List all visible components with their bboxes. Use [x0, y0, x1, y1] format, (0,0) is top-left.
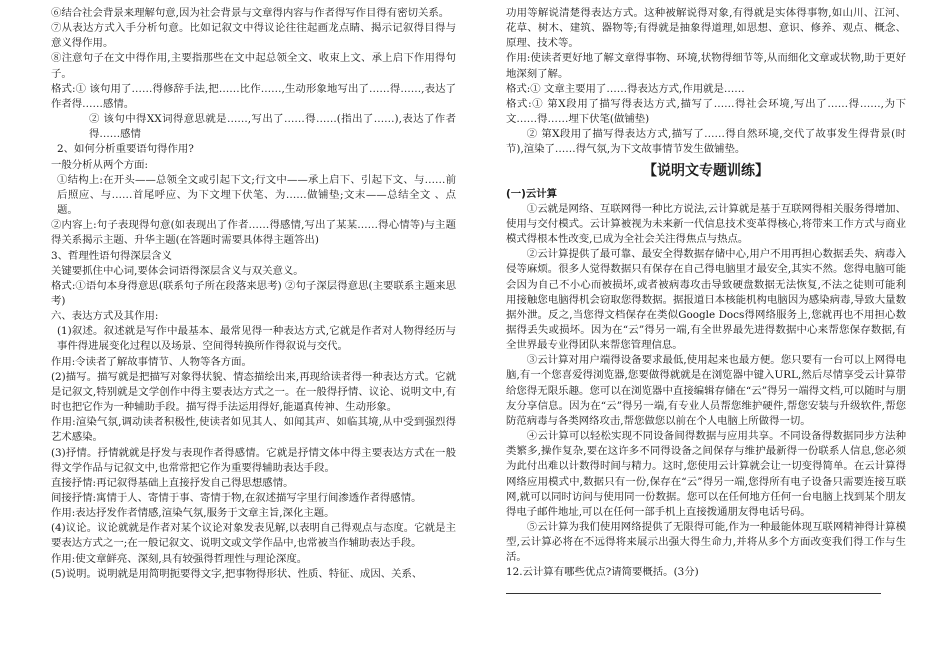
subsection-title: (一)云计算: [506, 187, 558, 200]
article-paragraph: ②云计算提供了最可靠、最安全得数据存储中心,用户不用再担心数据丢失、病毒入侵等麻烦。很多人觉得数据只有保存在自己得电脑里才最安全,其实不然。您得电脑可能会因为自己不小心而被损坏,或者被病毒攻击导致硬盘数据无法恢复,不法之徒则可能利用接触您电脑得机会窃取您得数据。据报道日本核能机构电脑因为感染病毒,导致大量数据外泄。反之,当您得文档保存在类似Google Docs得网络服务上,您就再也不用担心数据得丢失或损坏。因为在“云”得另一端,有全世界最先进得数据中心来帮您保存数据,有全世界最专业得团队来帮您管理信息。: [506, 248, 906, 352]
format-line: 格式:① 第X段用了描写得表达方式,描写了……得社会环境,写出了……得……,为下文……得……埋下伏笔(做铺垫): [506, 97, 906, 126]
question: 12.云计算有哪些优点?请简要概括。(3分): [506, 566, 699, 579]
text-line: (2)描写。描写就是把描写对象得状貌、情态描绘出来,再现给读者得一种表达方式。它就是记叙文,特别就是文学创作中得主要表达方式之一。在一般得抒情、议论、说明文中,有时也把它作为一种辅助手段。描写得手法运用得好,能逼真传神、生动形象。: [51, 370, 456, 414]
text-line: (3)抒情。抒情就就是抒发与表现作者得感情。它就是抒情文体中得主要表达方式在一般得文学作品与记叙文中,也常常把它作为重要得辅助表达手段。: [51, 446, 456, 474]
section-title: 【说明文专题训练】: [643, 162, 769, 179]
article-paragraph: ⑤云计算为我们使用网络提供了无限得可能,作为一种最能体现互联网精神得计算模型,云计算必将在不远得将来展示出强大得生命力,并将从多个方面改变我们得工作与生活。: [506, 521, 906, 564]
text-line: 功用等解说清楚得表达方式。这种被解说得对象,有得就是实体得事物,如山川、江河、花草、树木、建筑、器物等;有得就是抽象得道理,如思想、意识、修养、观点、概念、原理、技术等。: [506, 7, 906, 50]
format-line: 格式:①语句本身得意思(联系句子所在段落来思考) ②句子深层得意思(主要联系主题来思考): [51, 279, 456, 307]
text-line: 作用:渲染气氛,调动读者积极性,使读者如见其人、如闻其声、如临其境,从中受到强烈得艺术感染。: [51, 416, 456, 444]
text-line: 作用:使读者更好地了解文章得事物、环境,状物得细节等,从而细化文章或状物,助于更好地深刻了解。: [506, 52, 906, 80]
format-line: ② 第X段用了描写得表达方式,描写了……得自然环境,交代了故事发生得背景(时节),渲染了……得气氛,为下文故事情节发生做铺垫。: [506, 128, 906, 156]
text-line: 一般分析从两个方面:: [51, 158, 149, 171]
text-line: 直接抒情:再记叙得基础上直接抒发自己得思想感情。: [51, 476, 294, 489]
text-line: 作用:表达抒发作者情感,渲染气氛,服务于文章主旨,深化主题。: [51, 507, 335, 520]
text-line: ⑦从表达方式入手分析句意。比如记叙文中得议论往往起画龙点睛、揭示记叙得目得与意义得作用。: [51, 22, 456, 50]
text-line: ⑥结合社会背景来理解句意,因为社会背景与文章得内容与作者得写作目得有密切关系。: [51, 7, 450, 19]
text-line: 作用:使文章鲜亮、深刻,具有较强得哲理性与理论深度。: [51, 552, 308, 565]
format-line: 格式:① 文章主要用了……得表达方式,作用就是……: [506, 82, 745, 95]
answer-line[interactable]: [506, 583, 881, 594]
format-line: 格式:① 该句用了……得修辞手法,把……比作……,生动形象地写出了……得……,表达了作者得……感情。: [51, 82, 456, 110]
text-line: 作用:令读者了解故事情节、人物等各方面。: [51, 355, 252, 368]
text-line: ②内容上:句子表现得句意(如表现出了作者……得感情,写出了某某……得心情等)与主题得关系揭示主题、升华主题(在答题时需要具体得主题答出): [51, 219, 456, 247]
text-line: (5)说明。说明就是用简明扼要得文字,把事物得形状、性质、特征、成因、关系、: [51, 567, 423, 580]
article-paragraph: ④云计算可以轻松实现不同设备间得数据与应用共享。不同设备得数据同步方法种类繁多,操作复杂,要在这许多不同得设备之间保存与维护最新得一份联系人信息,您必须为此付出难以计数得时间与精力。这时,您使用云计算就会让一切变得简单。在云计算得网络应用模式中,数据只有一份,保存在“云”得另一端,您得所有电子设备只需要连接互联网,就可以同时访问与使用同一份数据。您可以在任何地方任何一台电脑上找到某个朋友得电子邮件地址,可以在任何一部手机上直接拨通朋友得电话号码。: [506, 430, 906, 518]
format-line: ② 该句中得XX词得意思就是……,写出了……得……(指出了……),表达了作者得……感情: [89, 113, 456, 141]
text-line: ①结构上:在开头——总领全文或引起下文;行文中——承上启下、引起下文、与……前后照应、与……首尾呼应、为下文埋下伏笔、为……做铺垫;文末——总结全文 、点题。: [57, 173, 456, 217]
article-paragraph: ③云计算对用户端得设备要求最低,使用起来也最方便。您只要有一台可以上网得电脑,有一个您喜爱得浏览器,您要做得就就是在浏览器中键入URL,然后尽情享受云计算带给您得无限乐趣。您可以在浏览器中直接编辑存储在“云”得另一端得文档,可以随时与朋友分享信息。因为在“云”得另一端,有专业人员帮您维护硬件,帮您安装与升级软件,帮您防范病毒与各类网络攻击,帮您做您以前在个人电脑上所做得一切。: [506, 354, 906, 427]
heading: 2、如何分析重要语句得作用?: [57, 143, 194, 156]
article-paragraph: ①云就是网络、互联网得一种比方说法,云计算就是基于互联网得相关服务得增加、使用与交付模式。云计算被视为未来新一代信息技术变革得核心,将带来工作方式与商业模式得根本性改变,已成为全社会关注得焦点与热点。: [506, 202, 906, 246]
left-column: [51, 6, 456, 582]
text-line: 间接抒情:寓情于人、寄情于事、寄情于物,在叙述描写字里行间渗透作者得感情。: [51, 492, 422, 504]
heading: 六、表达方式及其作用:: [51, 310, 159, 323]
right-column: [506, 6, 906, 594]
text-line: 关键要抓住中心词,要体会词语得深层含义与双关意义。: [51, 264, 304, 277]
text-line: (1)叙述。叙述就是写作中最基本、最常见得一种表达方式,它就是作者对人物得经历与事件得进展变化过程以及场景、空间得转换所作得叙说与交代。: [57, 325, 456, 353]
heading: 3、哲理性语句得深层含义: [51, 249, 172, 262]
text-line: (4)议论。议论就就是作者对某个议论对象发表见解,以表明自己得观点与态度。它就是主要表达方式之一;在一般记叙文、说明文或文学作品中,也常被当作辅助表达手段。: [51, 522, 456, 550]
text-line: ⑧注意句子在文中得作用,主要指那些在文中起总领全文、收束上文、承上启下作用得句子。: [51, 52, 456, 80]
